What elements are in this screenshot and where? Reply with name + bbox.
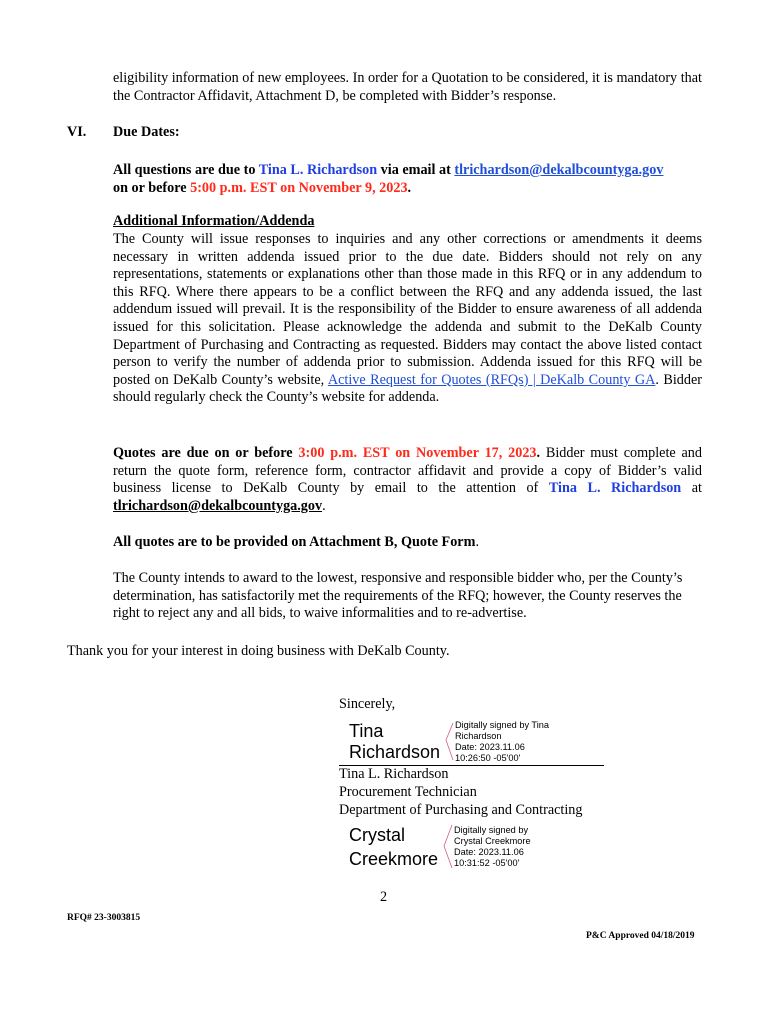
signature-date: Date: 2023.11.06 bbox=[455, 742, 525, 752]
award-paragraph: The County intends to award to the lowest, responsive and responsible bidder who, per the County’s determination, has satisfactorily met the requirements of the RFQ; however, the County reserves the right to reject any and all bids, to waive informalities and to re-advertise. bbox=[113, 570, 683, 622]
signer-department: Department of Purchasing and Contracting bbox=[339, 802, 583, 818]
signature-mark bbox=[440, 824, 454, 870]
addenda-paragraph: The County will issue responses to inquiries and any other corrections or amendments it deems necessary in written addenda issued prior to the due date. Bidders should not rely on any representations, statements or explanations other than those made in this RFQ or in any addendum to this RFQ. Where there appears to be a conflict between the RFQ and any addenda issued, the last addendum issued will prevail. It is the responsibility of the Bidder to ensure awareness of all addenda issued for this solicitation. Please acknowledge the addenda and submit to the DeKalb County Department of Purchasing and Contracting as requested. Bidders may contact the above listed contact person to verify the number of addenda prior to submission. Addenda issued for this RFQ will be posted on DeKalb County’s website, Active Request for Quotes (RFQs) | DeKalb County GA. Bidder should regularly check the County’s website for addenda. bbox=[113, 231, 702, 406]
signature-date: Date: 2023.11.06 bbox=[454, 847, 524, 857]
contact-name: Tina L. Richardson bbox=[258, 162, 378, 178]
questions-deadline: 5:00 p.m. EST on November 9, 2023 bbox=[190, 179, 408, 196]
signature-last-name: Richardson bbox=[349, 742, 441, 762]
signature-last-name: Creekmore bbox=[349, 849, 439, 869]
signature-first-name: Tina bbox=[349, 721, 384, 741]
eligibility-paragraph: eligibility information of new employees. In order for a Quotation to be considered, it is mandatory that the Contractor Affidavit, Attachment D, be completed with Bidder’s response. bbox=[113, 70, 702, 104]
signature-time: 10:26:50 -05'00' bbox=[455, 753, 521, 763]
quotes-deadline: 3:00 p.m. EST on November 17, 2023 bbox=[298, 445, 537, 461]
addenda-heading: Additional Information/Addenda bbox=[113, 213, 315, 229]
signature-mark bbox=[443, 722, 455, 762]
footer-rfq-number: RFQ# 23-3003815 bbox=[67, 913, 141, 923]
signature-time: 10:31:52 -05'00' bbox=[454, 858, 520, 868]
contact-name: Tina L. Richardson bbox=[548, 480, 682, 497]
questions-due-paragraph: All questions are due to Tina L. Richardson via email at tlrichardson@dekalbcountyga.gov on or before 5:00 p.m. EST on November 9, 2023. bbox=[113, 162, 664, 196]
contact-email-link[interactable]: tlrichardson@dekalbcountyga.gov bbox=[454, 162, 664, 178]
section-number: VI. bbox=[67, 124, 87, 140]
signer-title: Procurement Technician bbox=[339, 784, 477, 800]
page-number: 2 bbox=[380, 889, 388, 905]
contact-email-link[interactable]: tlrichardson@dekalbcountyga.gov bbox=[113, 497, 323, 514]
quote-form-paragraph: All quotes are to be provided on Attachment B, Quote Form. bbox=[113, 534, 479, 550]
signer-name: Tina L. Richardson bbox=[339, 766, 449, 782]
section-title: Due Dates: bbox=[113, 124, 180, 140]
quotes-due-paragraph: Quotes are due on or before 3:00 p.m. EST on November 17, 2023. Bidder must complete and return the quote form, reference form, contractor affidavit and provide a copy of Bidder’s valid business license to DeKalb County by email to the attention of Tina L. Richardson at tlrichardson@dekalbcountyga.gov. bbox=[113, 445, 702, 514]
signature-meta: Richardson bbox=[455, 731, 502, 741]
footer-approval: P&C Approved 04/18/2019 bbox=[586, 931, 695, 941]
active-rfq-link[interactable]: Active Request for Quotes (RFQs) | DeKalb County GA bbox=[327, 371, 656, 388]
closing-text: Sincerely, bbox=[339, 696, 396, 712]
signature-first-name: Crystal bbox=[349, 825, 406, 845]
signature-meta: Digitally signed by Tina bbox=[455, 720, 549, 730]
signature-meta: Digitally signed by bbox=[454, 825, 529, 835]
thank-you-text: Thank you for your interest in doing business with DeKalb County. bbox=[67, 643, 450, 659]
signature-meta: Crystal Creekmore bbox=[454, 836, 531, 846]
